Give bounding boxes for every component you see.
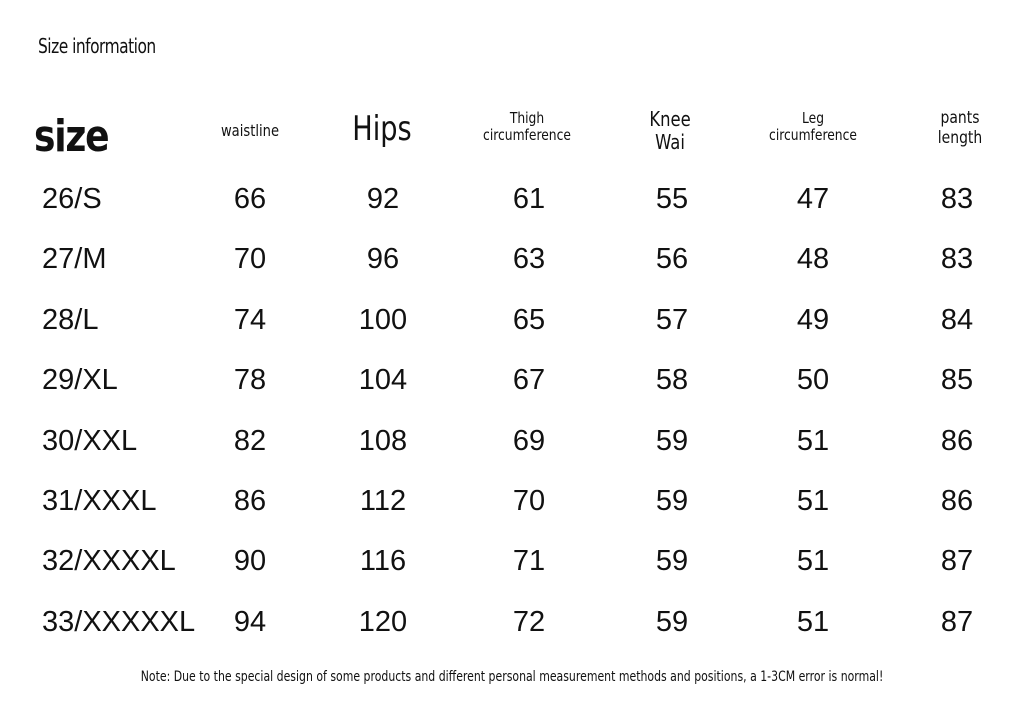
table-row [0,356,1024,416]
cell-hips: 92 [366,183,400,215]
cell-waistline: 86 [233,484,267,517]
header-pants-line2: length [937,127,983,148]
cell-knee: 59 [655,545,689,578]
cell-leg: 48 [796,243,830,276]
cell-knee: 59 [655,424,689,457]
header-pants-length [919,109,1001,148]
table-row [0,296,1024,356]
cell-hips: 112 [359,484,407,517]
cell-size: 27/M [42,243,107,276]
cell-thigh: 71 [512,545,546,578]
cell-thigh: 67 [512,364,546,397]
cell-leg: 49 [796,303,830,336]
cell-knee: 59 [655,484,689,517]
table-row [0,537,1024,597]
header-knee-line2: Wai [655,130,685,154]
cell-thigh: 72 [512,605,546,638]
cell-knee: 58 [655,364,689,397]
cell-pants: 86 [940,424,974,457]
cell-pants: 87 [940,605,974,638]
header-knee-line1: Knee [649,107,691,131]
header-thigh-circumference [474,110,581,145]
cell-pants: 86 [940,484,974,517]
cell-hips: 104 [358,364,408,397]
cell-leg: 51 [796,605,830,638]
cell-waistline: 78 [233,364,267,397]
cell-knee: 56 [655,243,689,276]
cell-size: 29/XL [42,364,118,397]
header-leg-line2: circumference [769,126,857,145]
cell-size: 28/L [42,303,99,336]
cell-knee: 59 [655,605,689,638]
cell-pants: 83 [940,183,974,215]
table-row [0,417,1024,477]
header-knee [629,108,711,154]
cell-leg: 50 [796,364,830,397]
cell-size: 33/XXXXXL [42,605,196,638]
cell-thigh: 69 [512,424,546,457]
cell-size: 32/XXXXL [42,545,176,578]
cell-pants: 87 [940,545,974,578]
cell-waistline: 82 [233,424,267,457]
cell-thigh: 63 [512,243,546,276]
cell-pants: 83 [940,243,974,276]
cell-hips: 96 [366,243,400,276]
cell-pants: 85 [940,364,974,397]
header-thigh-line2: circumference [483,126,571,145]
table-row [0,598,1024,658]
cell-size: 30/XXL [42,424,138,457]
header-size: size [34,111,109,162]
cell-size: 26/S [42,183,102,215]
cell-knee: 57 [655,303,689,336]
table-row [0,477,1024,537]
cell-leg: 51 [796,424,830,457]
cell-thigh: 61 [512,183,546,215]
table-row [0,175,1024,235]
header-waistline: waistline [220,121,280,140]
header-pants-line1: pants [940,108,980,128]
cell-pants: 84 [940,303,974,336]
cell-leg: 47 [796,183,830,215]
table-body [0,175,1024,658]
cell-hips: 100 [358,303,408,336]
measurement-note-text: Note: Due to the special design of some products and different personal measurement methods and positions, a 1-3CM error is normal! [140,669,884,685]
table-row [0,235,1024,295]
cell-hips: 116 [359,545,407,578]
header-hips: Hips [352,109,412,149]
page-title: Size information [38,34,156,58]
header-leg-line1: Leg [801,109,825,127]
cell-leg: 51 [796,545,830,578]
cell-waistline: 90 [233,545,267,578]
header-leg-circumference [760,110,867,145]
cell-waistline: 74 [233,303,267,336]
cell-waistline: 70 [233,243,267,276]
cell-waistline: 94 [233,605,267,638]
cell-hips: 108 [358,424,408,457]
cell-waistline: 66 [233,183,267,215]
header-thigh-line1: Thigh [509,109,545,127]
cell-size: 31/XXXL [42,484,157,517]
cell-thigh: 65 [512,303,546,336]
cell-knee: 55 [655,183,689,215]
measurement-note [0,669,1024,685]
cell-thigh: 70 [512,484,546,517]
cell-hips: 120 [358,605,408,638]
cell-leg: 51 [796,484,830,517]
